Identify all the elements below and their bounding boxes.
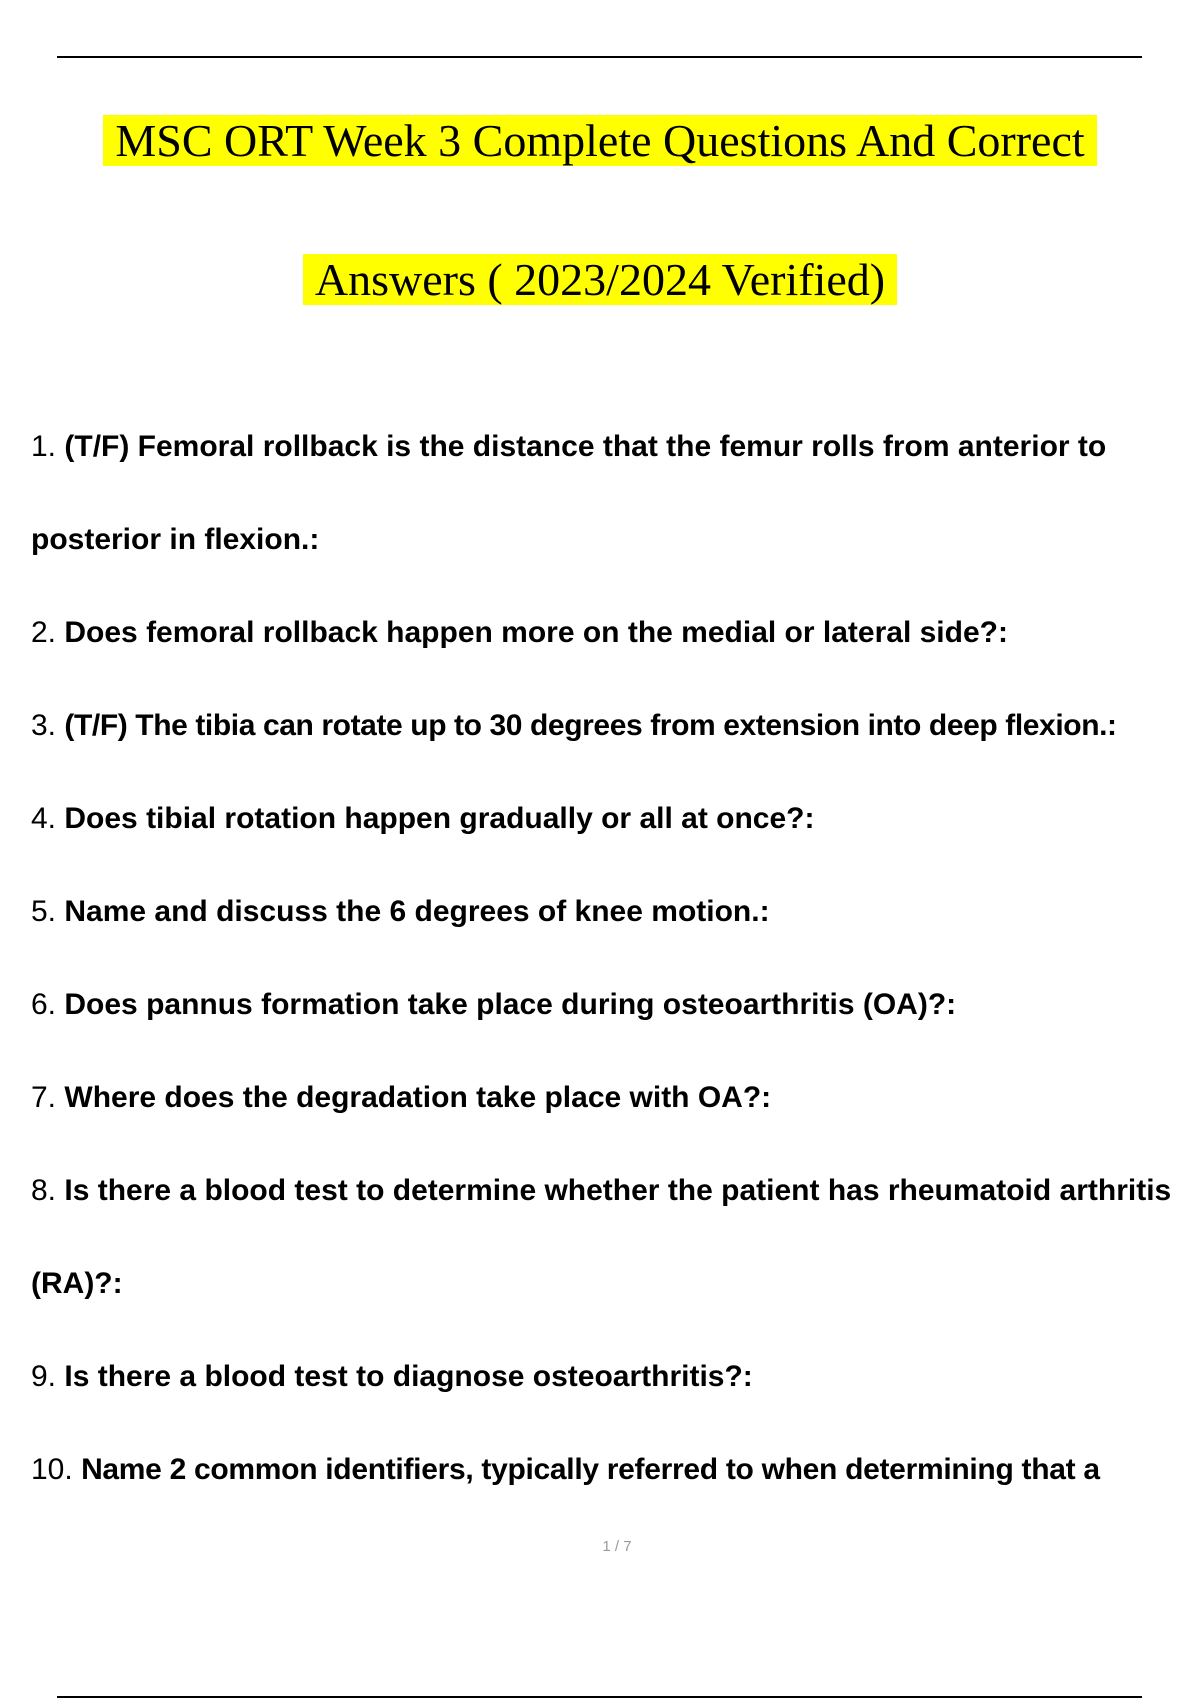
question-text: Name and discuss the 6 degrees of knee motion.:: [64, 895, 770, 928]
question-text: (T/F) The tibia can rotate up to 30 degrees from extension into deep flexion.:: [64, 709, 1117, 742]
question-item: [31, 1330, 1191, 1423]
question-text: Where does the degradation take place with OA?:: [64, 1081, 772, 1114]
question-number: 3.: [31, 709, 57, 742]
top-divider: [57, 56, 1142, 58]
question-item: [31, 679, 1191, 772]
document-title-text-2: Answers ( 2023/2024 Verified): [303, 254, 897, 305]
question-text: Does tibial rotation happen gradually or all at once?:: [64, 802, 815, 835]
question-number: 8.: [31, 1174, 57, 1207]
question-list: [31, 400, 1191, 1516]
question-text: Does femoral rollback happen more on the medial or lateral side?:: [64, 616, 1008, 649]
question-number: 6.: [31, 988, 57, 1021]
question-item: [31, 772, 1191, 865]
question-text: Is there a blood test to determine whether the patient has rheumatoid arthritis (RA)?:: [31, 1174, 1172, 1300]
question-number: 2.: [31, 616, 57, 649]
question-text: Is there a blood test to diagnose osteoarthritis?:: [64, 1360, 753, 1393]
question-number: 9.: [31, 1360, 57, 1393]
question-number: 5.: [31, 895, 57, 928]
question-number: 1.: [31, 430, 57, 463]
question-number: 4.: [31, 802, 57, 835]
question-item: [31, 958, 1191, 1051]
page-indicator: 1 / 7: [602, 1538, 632, 1555]
question-number: 10.: [31, 1453, 73, 1486]
bottom-divider: [57, 1696, 1142, 1698]
question-item: [31, 1144, 1191, 1330]
question-item: [31, 865, 1191, 958]
question-text: Does pannus formation take place during osteoarthritis (OA)?:: [64, 988, 957, 1021]
question-number: 7.: [31, 1081, 57, 1114]
question-item: [31, 586, 1191, 679]
question-text: Name 2 common identifiers, typically referred to when determining that a: [81, 1453, 1100, 1486]
document-title-text-1: MSC ORT Week 3 Complete Questions And Correct: [103, 115, 1096, 166]
question-item: [31, 400, 1191, 586]
question-text: (T/F) Femoral rollback is the distance that the femur rolls from anterior to posterior in flexion.:: [31, 430, 1107, 556]
document-title-line-2: [0, 252, 1200, 308]
question-item: [31, 1051, 1191, 1144]
question-item: [31, 1423, 1191, 1516]
document-title-line-1: [0, 113, 1200, 169]
